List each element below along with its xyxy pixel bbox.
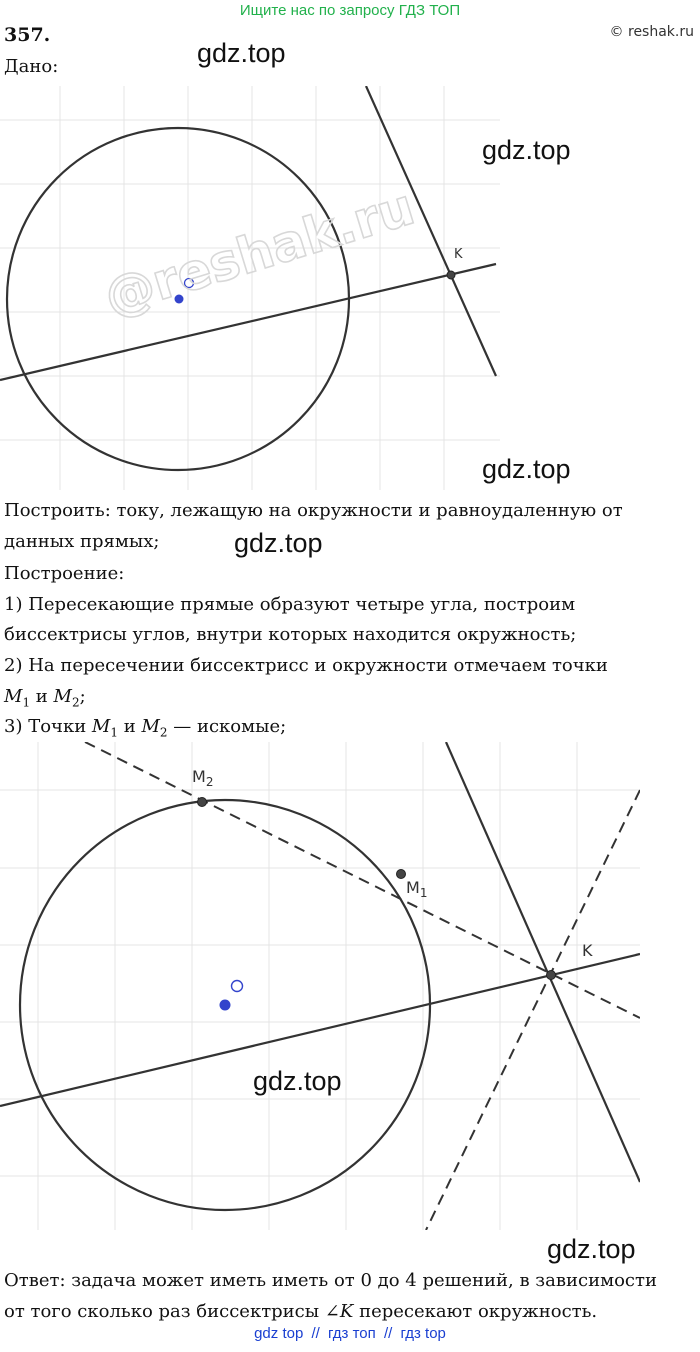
bisector-1 <box>85 742 640 1018</box>
problem-number: 357. <box>4 24 51 46</box>
given-label: Дано: <box>4 56 59 77</box>
copyright: © reshak.ru <box>609 24 694 40</box>
center-point <box>220 1000 231 1011</box>
step-1-line-2: биссектрисы углов, внутри которых находится окружность; <box>4 624 577 645</box>
search-banner[interactable]: Ищите нас по запросу ГДЗ ТОП <box>239 2 461 19</box>
and-word: и <box>30 686 54 707</box>
point-m2 <box>198 798 207 807</box>
step-3-start: 3) Точки <box>4 716 92 737</box>
construct-line-2: данных прямых; <box>4 531 160 552</box>
footer-link-2[interactable]: гдз топ <box>328 1325 376 1342</box>
step-3-end: — искомые; <box>167 716 287 737</box>
answer-2-start: от того сколько раз биссектрисы ∠ <box>4 1301 340 1322</box>
step-2-line-1: 2) На пересечении биссектрисс и окружности отмечаем точки <box>4 655 608 676</box>
footer-link-3[interactable]: гдз top <box>400 1325 446 1342</box>
gdz-watermark-2: gdz.top <box>482 135 571 165</box>
footer-separator: // <box>311 1325 320 1342</box>
m-symbol: M <box>4 686 23 707</box>
construct-line-1: Построить: току, лежащую на окружности и равноудаленную от <box>4 500 623 521</box>
gdz-watermark-3: gdz.top <box>482 454 571 484</box>
k-symbol: K <box>339 1301 354 1322</box>
and-word: и <box>118 716 142 737</box>
m1-subscript: 1 <box>110 725 118 740</box>
footer-separator: // <box>383 1325 393 1342</box>
center-open-point <box>232 981 243 992</box>
m2-subscript: 2 <box>71 695 80 710</box>
gdz-watermark-6: gdz.top <box>547 1234 636 1264</box>
point-k <box>547 971 556 980</box>
gdz-watermark-1: gdz.top <box>197 38 286 68</box>
figure-solution <box>0 742 640 1230</box>
semicolon: ; <box>79 686 86 707</box>
construction-label: Построение: <box>4 563 125 584</box>
label-m1: $M_1$ <box>406 878 428 900</box>
figure-given <box>0 86 500 490</box>
step-1-line-1: 1) Пересекающие прямые образуют четыре угла, построим <box>4 594 576 615</box>
footer-link-1[interactable]: gdz top <box>254 1325 304 1342</box>
m-symbol: M <box>141 716 160 737</box>
answer-2-end: пересекают окружность. <box>353 1301 598 1322</box>
point-m1 <box>397 870 406 879</box>
m2-subscript: 2 <box>159 725 168 740</box>
footer-links <box>0 1325 700 1342</box>
gdz-watermark-4: gdz.top <box>234 528 323 558</box>
m-symbol: M <box>91 716 111 737</box>
answer-line-2 <box>4 1297 597 1327</box>
bisector-2 <box>426 790 640 1230</box>
point-k <box>447 271 455 279</box>
m1-subscript: 1 <box>22 695 31 710</box>
label-m2: $M_2$ <box>192 767 214 789</box>
gdz-watermark-5: gdz.top <box>253 1066 342 1096</box>
reshak-watermark: @reshak.ru <box>97 177 421 327</box>
label-k: K <box>582 941 593 960</box>
answer-line-1: Ответ: задача может иметь иметь от 0 до 4 решений, в зависимости <box>4 1270 657 1291</box>
m-symbol: M <box>53 686 72 707</box>
label-k: K <box>454 247 463 262</box>
